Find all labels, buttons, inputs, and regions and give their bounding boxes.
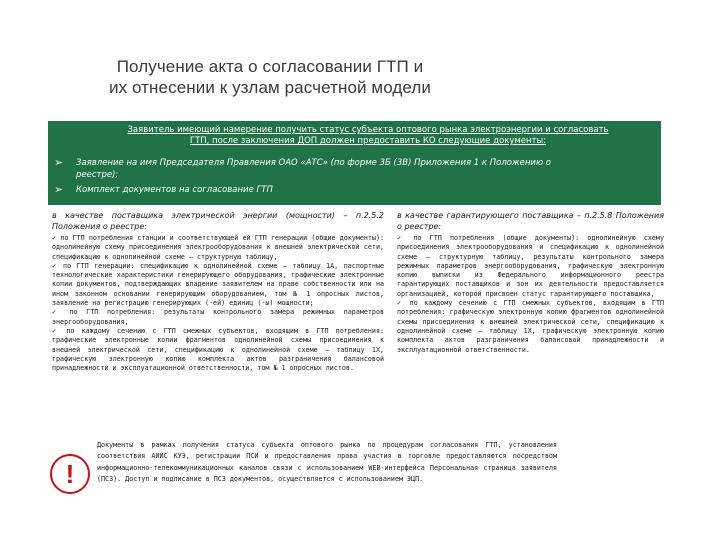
guarantor-paragraph: ✓ по ГТП потребления (общие документы): однолинейную схему присоединения электрооборудования и спецификацию к однолинейной схеме – структурную таблицу, результаты контрольного замера режимных параметров энергооборудования, графическую электронную копию выписки из Федерального информационного реестра гарантирующих поставщиков и зон их деятельности предоставляется организацией, которой присвоен статус гарантирующего поставщика, xyxy=(397,234,664,298)
banner-item-documents xyxy=(54,184,654,196)
supplier-column xyxy=(52,210,384,373)
arrow-bullet-icon: ➢ xyxy=(54,183,64,196)
guarantor-paragraph: ✓ по каждому сечению с ГТП смежных субъектов, входящим в ГТП потребления: графическую электронную копию фрагментов однолинейной схемы присоединения к внешней электрической сети, спецификацию к однолинейной схеме – таблицу 1Х, графическую электронную копию комплекта актов разграничения балансовой принадлежности и эксплуатационной ответственности. xyxy=(397,299,664,354)
requirements-banner xyxy=(48,121,661,205)
banner-heading xyxy=(88,125,648,147)
exclamation-icon xyxy=(50,454,90,494)
banner-item-application-line1: Заявление на имя Председателя Правления ОАО «АТС» (по форме 3Б (3В) Приложения 1 к Положению о xyxy=(76,158,552,168)
slide-title xyxy=(40,56,500,98)
supplier-paragraph: ✓ по ГТП потребления станции и соответствующей ей ГТП генерации (общие документы): однолинейную схему присоединения электрооборудования к внешней электрической сети, спецификацию к однолинейной схеме – структурную таблицу, xyxy=(52,234,384,261)
banner-item-documents-text: Комплект документов на согласование ГТП xyxy=(76,185,273,195)
supplier-paragraph: ✓ по ГТП потребления: результаты контрольного замера режимных параметров энергооборудования, xyxy=(52,308,384,326)
slide-title-line1: Получение акта о согласовании ГТП и xyxy=(116,57,424,76)
supplier-column-heading: в качестве поставщика электрической энергии (мощности) – п.2.5.2 Положения о реестре: xyxy=(52,211,384,231)
banner-heading-line2: ГТП, после заключения ДОП должен предоставить КО следующие документы: xyxy=(189,136,547,146)
notice-text: Документы в рамках получения статуса субъекта оптового рынка по процедурам согласования ГТП, установления соответствия АИИС КУЭ, регистрации ПСИ и предоставления права участия в торговле предоставляются посредством информационно-телекоммуникационных каналов связи с использованием WEB-интерфейса Персональная страница заявителя (ПСЗ). Доступ и подписание в ПСЗ документов, осуществляется с использованием ЭЦП. xyxy=(97,441,557,484)
banner-item-application xyxy=(54,157,654,181)
slide-title-line2: их отнесении к узлам расчетной модели xyxy=(108,78,432,97)
supplier-paragraph: ✓ по каждому сечению с ГТП смежных субъектов, входящим в ГТП потребления: графические электронные копии фрагментов однолинейной схемы присоединения к внешней электрической сети, спецификацию к однолинейной схеме – таблицу 1Х, графическую электронную копию комплекта актов разграничения балансовой принадлежности и эксплуатационной ответственности, том № 1 опросных листов. xyxy=(52,326,384,373)
supplier-paragraph: ✓ по ГТП генерации: спецификацию к однолинейной схеме – таблицу 1А, паспортные технологические характеристики генерирующего оборудования, графические электронные копии документов, подтверждающих владение заявителем на праве собственности или на ином законном основании генерирующим оборудованием, том № 1 опросных листов, заявление на регистрацию генерирующих (-ей) единиц (-ы) мощности; xyxy=(52,261,384,308)
guarantor-column-heading: в качестве гарантирующего поставщика – п.2.5.8 Положения о реестре: xyxy=(397,211,664,231)
exclamation-glyph: ! xyxy=(65,459,75,489)
guarantor-column xyxy=(397,210,664,355)
banner-item-application-line2: реестре); xyxy=(76,170,119,180)
banner-heading-line1: Заявитель имеющий намерение получить статус субъекта оптового рынка электроэнергии и согласовать xyxy=(127,125,609,135)
arrow-bullet-icon: ➢ xyxy=(54,156,64,169)
